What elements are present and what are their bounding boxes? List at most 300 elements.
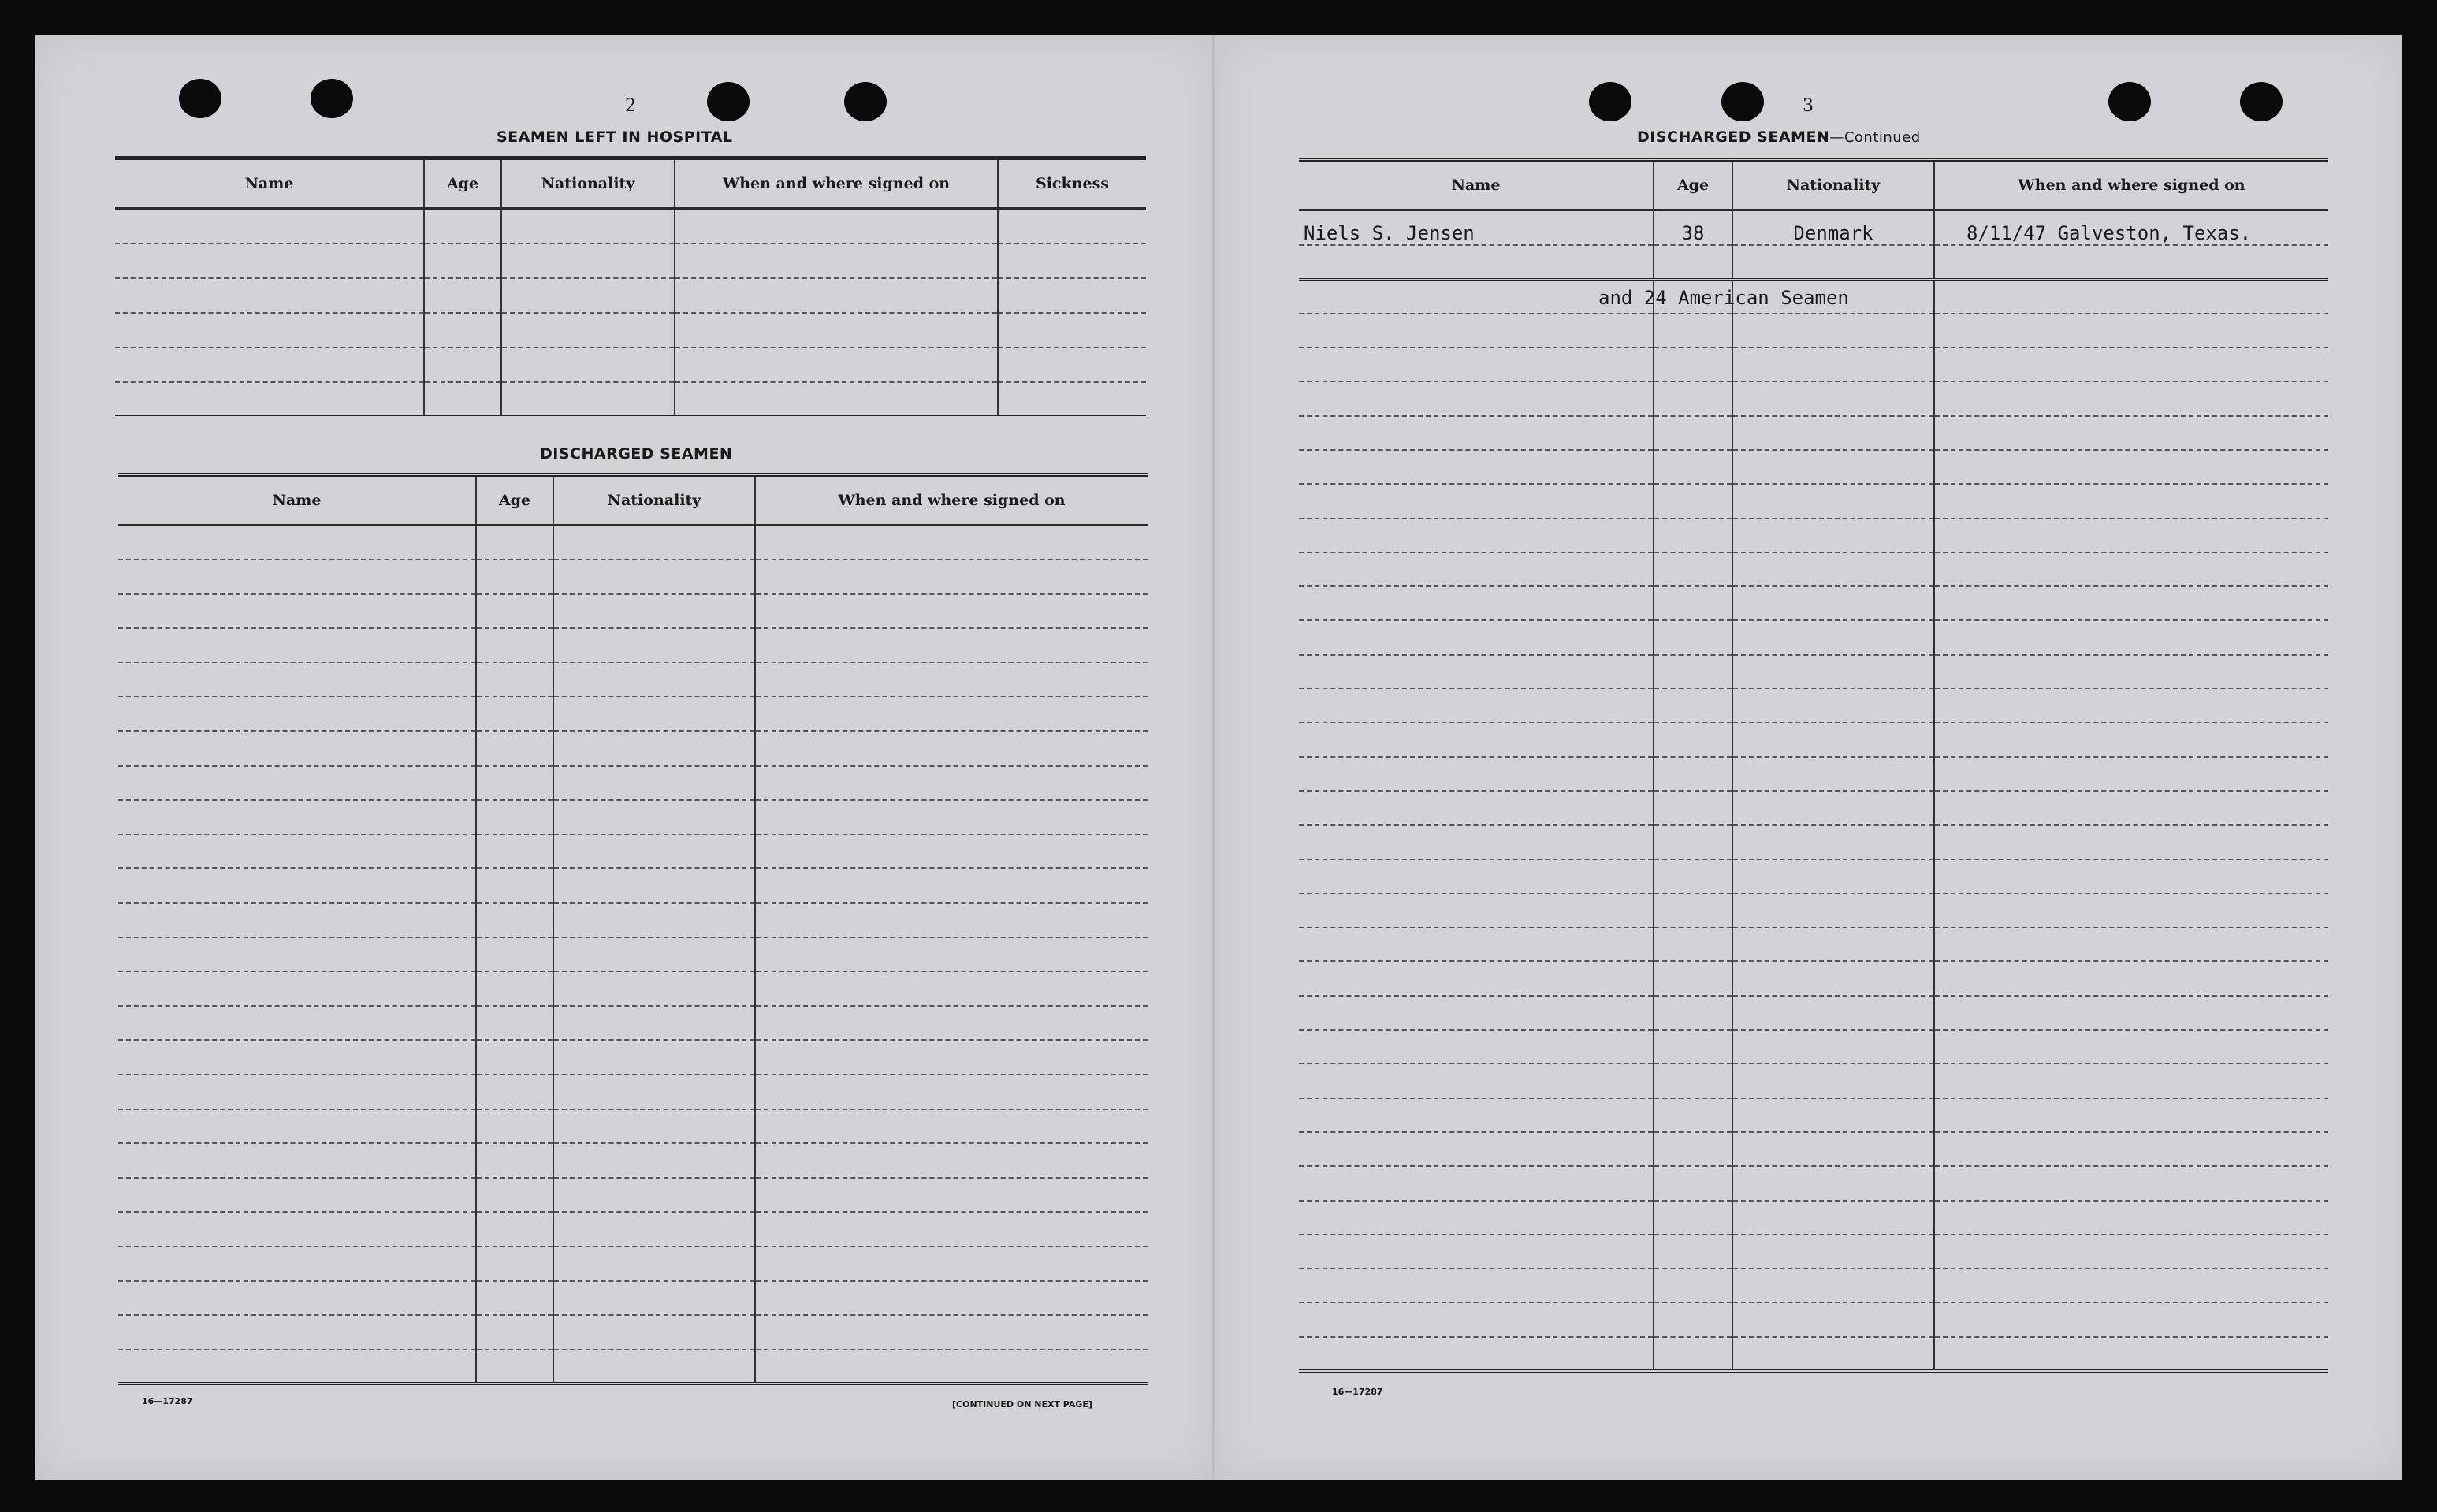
blank-cell bbox=[476, 938, 553, 972]
blank-cell bbox=[1654, 757, 1732, 791]
blank-cell bbox=[1299, 1269, 1654, 1302]
blank-row bbox=[1299, 961, 2328, 995]
blank-cell bbox=[1654, 689, 1732, 723]
blank-row bbox=[118, 1006, 1148, 1041]
blank-row bbox=[118, 766, 1148, 801]
blank-cell bbox=[675, 209, 998, 243]
blank-cell bbox=[118, 1040, 476, 1075]
blank-cell bbox=[118, 559, 476, 594]
blank-cell bbox=[1654, 1201, 1732, 1235]
blank-cell bbox=[1654, 961, 1732, 995]
blank-row bbox=[1299, 381, 2328, 415]
blank-cell bbox=[476, 1178, 553, 1213]
blank-cell bbox=[1299, 1166, 1654, 1200]
blank-cell bbox=[1654, 1030, 1732, 1064]
blank-cell bbox=[1732, 689, 1934, 723]
blank-cell bbox=[1934, 1201, 2328, 1235]
blank-cell bbox=[755, 1143, 1148, 1178]
blank-cell bbox=[1654, 1166, 1732, 1200]
seaman-age bbox=[1654, 245, 1732, 280]
blank-cell bbox=[118, 731, 476, 766]
blank-cell bbox=[118, 1315, 476, 1350]
blank-cell bbox=[755, 697, 1148, 731]
blank-cell bbox=[1654, 723, 1732, 756]
blank-cell bbox=[476, 1143, 553, 1178]
blank-cell bbox=[1654, 1337, 1732, 1371]
column-header-name: Name bbox=[1299, 160, 1654, 210]
blank-cell bbox=[553, 1040, 755, 1075]
discharged-continued-title: DISCHARGED SEAMEN—Continued bbox=[1637, 128, 1921, 146]
blank-cell bbox=[1654, 620, 1732, 654]
blank-cell bbox=[553, 766, 755, 801]
blank-cell bbox=[1654, 1098, 1732, 1132]
blank-row bbox=[118, 1109, 1148, 1144]
column-header-age: Age bbox=[424, 158, 501, 209]
blank-cell bbox=[1654, 791, 1732, 825]
blank-cell bbox=[1299, 1132, 1654, 1166]
blank-cell bbox=[553, 800, 755, 834]
blank-cell bbox=[675, 347, 998, 382]
blank-cell bbox=[118, 526, 476, 560]
blank-cell bbox=[553, 628, 755, 663]
blank-cell bbox=[998, 382, 1146, 417]
blank-cell bbox=[118, 594, 476, 629]
blank-cell bbox=[1934, 450, 2328, 484]
seaman-nationality bbox=[1732, 245, 1934, 280]
blank-cell bbox=[501, 347, 675, 382]
column-header-signed-on: When and where signed on bbox=[675, 158, 998, 209]
blank-cell bbox=[1299, 552, 1654, 586]
column-header-name: Name bbox=[118, 475, 476, 526]
blank-cell bbox=[1934, 860, 2328, 893]
blank-cell bbox=[1299, 347, 1654, 381]
blank-cell bbox=[1732, 961, 1934, 995]
blank-cell bbox=[476, 800, 553, 834]
blank-cell bbox=[1654, 893, 1732, 927]
blank-cell bbox=[1732, 825, 1934, 859]
blank-cell bbox=[424, 347, 501, 382]
blank-cell bbox=[476, 1040, 553, 1075]
blank-cell bbox=[476, 1006, 553, 1041]
blank-cell bbox=[118, 938, 476, 972]
blank-cell bbox=[1654, 314, 1732, 347]
blank-cell bbox=[675, 382, 998, 417]
blank-cell bbox=[1934, 416, 2328, 450]
blank-cell bbox=[553, 1075, 755, 1109]
blank-cell bbox=[118, 663, 476, 697]
blank-cell bbox=[118, 766, 476, 801]
punch-hole bbox=[1589, 82, 1631, 121]
blank-cell bbox=[1299, 860, 1654, 893]
blank-row bbox=[1299, 484, 2328, 518]
american-seamen-note: and 24 American Seamen bbox=[1598, 287, 1849, 309]
blank-cell bbox=[1654, 1132, 1732, 1166]
blank-cell bbox=[118, 834, 476, 869]
blank-cell bbox=[755, 903, 1148, 938]
blank-cell bbox=[118, 1350, 476, 1384]
blank-cell bbox=[476, 1212, 553, 1246]
blank-cell bbox=[118, 903, 476, 938]
blank-row bbox=[1299, 1166, 2328, 1200]
blank-cell bbox=[476, 1246, 553, 1281]
blank-cell bbox=[1732, 893, 1934, 927]
blank-cell bbox=[1934, 1132, 2328, 1166]
form-number: 16—17287 bbox=[142, 1396, 193, 1406]
blank-row bbox=[1299, 552, 2328, 586]
seaman-signed-on: 8/11/47 Galveston, Texas. bbox=[1934, 210, 2328, 245]
blank-cell bbox=[755, 1315, 1148, 1350]
blank-row bbox=[1299, 860, 2328, 893]
blank-cell bbox=[476, 663, 553, 697]
blank-cell bbox=[553, 971, 755, 1006]
blank-cell bbox=[118, 1178, 476, 1213]
blank-cell bbox=[1732, 381, 1934, 415]
blank-cell bbox=[1934, 1030, 2328, 1064]
blank-cell bbox=[118, 971, 476, 1006]
blank-cell bbox=[755, 1006, 1148, 1041]
seaman-nationality: Denmark bbox=[1732, 210, 1934, 245]
blank-cell bbox=[1934, 1337, 2328, 1371]
seaman-name: Niels S. Jensen bbox=[1299, 210, 1654, 245]
blank-row bbox=[1299, 314, 2328, 347]
blank-row bbox=[118, 868, 1148, 903]
blank-cell bbox=[1934, 347, 2328, 381]
blank-cell bbox=[675, 243, 998, 278]
seaman-age: 38 bbox=[1654, 210, 1732, 245]
blank-cell bbox=[1732, 1337, 1934, 1371]
blank-cell bbox=[1299, 893, 1654, 927]
blank-cell bbox=[755, 628, 1148, 663]
blank-cell bbox=[1654, 450, 1732, 484]
blank-cell bbox=[115, 243, 424, 278]
blank-cell bbox=[1299, 416, 1654, 450]
blank-row bbox=[1299, 1064, 2328, 1098]
blank-cell bbox=[424, 278, 501, 313]
blank-cell bbox=[1934, 620, 2328, 654]
blank-cell bbox=[1732, 586, 1934, 620]
blank-cell bbox=[1732, 416, 1934, 450]
blank-cell bbox=[1934, 1166, 2328, 1200]
blank-row bbox=[115, 209, 1146, 243]
table-row bbox=[1299, 210, 2328, 245]
blank-cell bbox=[1934, 961, 2328, 995]
blank-cell bbox=[1732, 1302, 1934, 1336]
blank-cell bbox=[553, 1109, 755, 1144]
blank-row bbox=[1299, 1132, 2328, 1166]
blank-cell bbox=[755, 731, 1148, 766]
blank-cell bbox=[1732, 1132, 1934, 1166]
blank-cell bbox=[1732, 927, 1934, 961]
blank-cell bbox=[755, 1350, 1148, 1384]
page-number: 3 bbox=[1803, 96, 1814, 116]
blank-cell bbox=[675, 278, 998, 313]
blank-cell bbox=[1934, 586, 2328, 620]
blank-cell bbox=[1299, 655, 1654, 689]
blank-cell bbox=[476, 903, 553, 938]
column-header-age: Age bbox=[476, 475, 553, 526]
blank-row bbox=[115, 382, 1146, 417]
blank-row bbox=[1299, 757, 2328, 791]
blank-cell bbox=[1732, 723, 1934, 756]
blank-cell bbox=[118, 628, 476, 663]
blank-cell bbox=[424, 209, 501, 243]
blank-cell bbox=[1299, 1030, 1654, 1064]
blank-cell bbox=[1299, 791, 1654, 825]
blank-cell bbox=[755, 663, 1148, 697]
blank-cell bbox=[1299, 518, 1654, 552]
blank-row bbox=[1299, 723, 2328, 756]
blank-cell bbox=[118, 1212, 476, 1246]
blank-cell bbox=[553, 903, 755, 938]
blank-row bbox=[1299, 689, 2328, 723]
blank-row bbox=[1299, 1030, 2328, 1064]
blank-cell bbox=[476, 1315, 553, 1350]
blank-cell bbox=[755, 1246, 1148, 1281]
blank-cell bbox=[476, 1281, 553, 1316]
blank-cell bbox=[553, 559, 755, 594]
column-header-signed-on: When and where signed on bbox=[1934, 160, 2328, 210]
blank-row bbox=[1299, 1337, 2328, 1371]
blank-cell bbox=[1299, 620, 1654, 654]
blank-cell bbox=[476, 628, 553, 663]
blank-cell bbox=[1654, 347, 1732, 381]
form-number: 16—17287 bbox=[1332, 1387, 1383, 1397]
blank-cell bbox=[1934, 825, 2328, 859]
blank-row bbox=[118, 559, 1148, 594]
blank-cell bbox=[998, 347, 1146, 382]
blank-row bbox=[1299, 927, 2328, 961]
blank-cell bbox=[476, 1350, 553, 1384]
blank-cell bbox=[1654, 655, 1732, 689]
blank-cell bbox=[755, 594, 1148, 629]
blank-row bbox=[1299, 347, 2328, 381]
blank-cell bbox=[755, 1109, 1148, 1144]
blank-row bbox=[118, 938, 1148, 972]
blank-cell bbox=[476, 766, 553, 801]
blank-cell bbox=[118, 1075, 476, 1109]
blank-cell bbox=[1299, 1098, 1654, 1132]
blank-cell bbox=[118, 1006, 476, 1041]
blank-cell bbox=[1934, 552, 2328, 586]
blank-cell bbox=[553, 1212, 755, 1246]
blank-cell bbox=[1654, 1235, 1732, 1269]
blank-cell bbox=[115, 347, 424, 382]
blank-cell bbox=[1934, 996, 2328, 1030]
blank-cell bbox=[118, 1109, 476, 1144]
blank-row bbox=[118, 1212, 1148, 1246]
blank-row bbox=[118, 903, 1148, 938]
blank-row bbox=[1299, 416, 2328, 450]
blank-cell bbox=[1732, 1235, 1934, 1269]
blank-cell bbox=[476, 834, 553, 869]
blank-cell bbox=[755, 1281, 1148, 1316]
blank-cell bbox=[553, 1006, 755, 1041]
column-header-age: Age bbox=[1654, 160, 1732, 210]
blank-row bbox=[1299, 791, 2328, 825]
blank-cell bbox=[1732, 484, 1934, 518]
continued-note: [CONTINUED ON NEXT PAGE] bbox=[952, 1399, 1092, 1410]
column-header-sickness: Sickness bbox=[998, 158, 1146, 209]
blank-cell bbox=[553, 938, 755, 972]
blank-cell bbox=[1299, 757, 1654, 791]
blank-cell bbox=[1299, 381, 1654, 415]
blank-cell bbox=[1299, 484, 1654, 518]
discharged-continued-table bbox=[1299, 158, 2328, 1373]
blank-row bbox=[118, 1315, 1148, 1350]
blank-cell bbox=[755, 868, 1148, 903]
blank-row bbox=[118, 697, 1148, 731]
blank-cell bbox=[118, 1246, 476, 1281]
blank-cell bbox=[1934, 1098, 2328, 1132]
blank-cell bbox=[1299, 1235, 1654, 1269]
punch-hole bbox=[179, 79, 221, 118]
blank-cell bbox=[1732, 1166, 1934, 1200]
blank-cell bbox=[755, 1178, 1148, 1213]
blank-cell bbox=[1934, 791, 2328, 825]
blank-cell bbox=[501, 313, 675, 347]
blank-cell bbox=[115, 313, 424, 347]
blank-cell bbox=[1732, 1269, 1934, 1302]
blank-cell bbox=[755, 559, 1148, 594]
blank-cell bbox=[118, 868, 476, 903]
blank-cell bbox=[1732, 450, 1934, 484]
blank-cell bbox=[1732, 347, 1934, 381]
blank-row bbox=[118, 1040, 1148, 1075]
blank-cell bbox=[1299, 1201, 1654, 1235]
blank-cell bbox=[553, 731, 755, 766]
blank-cell bbox=[1732, 791, 1934, 825]
punch-hole bbox=[2108, 82, 2151, 121]
blank-cell bbox=[553, 697, 755, 731]
blank-row bbox=[118, 1178, 1148, 1213]
hospital-table bbox=[115, 156, 1146, 418]
blank-row bbox=[118, 1281, 1148, 1316]
blank-cell bbox=[1934, 689, 2328, 723]
blank-cell bbox=[424, 382, 501, 417]
blank-cell bbox=[476, 559, 553, 594]
blank-cell bbox=[998, 313, 1146, 347]
blank-cell bbox=[553, 1281, 755, 1316]
blank-cell bbox=[1934, 1302, 2328, 1336]
blank-cell bbox=[1732, 1201, 1934, 1235]
blank-cell bbox=[553, 594, 755, 629]
blank-cell bbox=[1299, 450, 1654, 484]
blank-cell bbox=[476, 731, 553, 766]
discharged-section-title: DISCHARGED SEAMEN bbox=[540, 445, 733, 463]
blank-cell bbox=[476, 594, 553, 629]
blank-cell bbox=[1934, 1235, 2328, 1269]
blank-cell bbox=[1654, 552, 1732, 586]
blank-cell bbox=[476, 526, 553, 560]
blank-cell bbox=[1934, 314, 2328, 347]
blank-cell bbox=[553, 1315, 755, 1350]
page-fold bbox=[1212, 35, 1215, 1480]
blank-cell bbox=[1934, 655, 2328, 689]
blank-cell bbox=[1654, 484, 1732, 518]
blank-cell bbox=[553, 1246, 755, 1281]
blank-cell bbox=[1934, 518, 2328, 552]
blank-row bbox=[118, 663, 1148, 697]
blank-cell bbox=[553, 1143, 755, 1178]
blank-cell bbox=[755, 1212, 1148, 1246]
blank-row bbox=[118, 800, 1148, 834]
seaman-signed-on bbox=[1934, 245, 2328, 280]
blank-cell bbox=[755, 834, 1148, 869]
blank-cell bbox=[755, 1040, 1148, 1075]
blank-cell bbox=[755, 1075, 1148, 1109]
blank-cell bbox=[1299, 1302, 1654, 1336]
blank-cell bbox=[1299, 996, 1654, 1030]
blank-cell bbox=[1299, 723, 1654, 756]
seaman-name bbox=[1299, 245, 1654, 280]
blank-row bbox=[118, 526, 1148, 560]
blank-cell bbox=[1654, 1302, 1732, 1336]
hospital-section-title: SEAMEN LEFT IN HOSPITAL bbox=[497, 128, 733, 146]
blank-row bbox=[118, 834, 1148, 869]
blank-cell bbox=[553, 868, 755, 903]
blank-cell bbox=[118, 800, 476, 834]
blank-cell bbox=[755, 526, 1148, 560]
blank-cell bbox=[476, 1109, 553, 1144]
punch-hole bbox=[311, 79, 353, 118]
blank-cell bbox=[424, 313, 501, 347]
column-header-nationality: Nationality bbox=[553, 475, 755, 526]
blank-row bbox=[1299, 450, 2328, 484]
blank-row bbox=[1299, 893, 2328, 927]
blank-cell bbox=[1934, 723, 2328, 756]
blank-cell bbox=[1934, 927, 2328, 961]
punch-hole bbox=[2240, 82, 2283, 121]
blank-cell bbox=[1732, 1030, 1934, 1064]
blank-cell bbox=[1299, 1337, 1654, 1371]
blank-cell bbox=[1654, 586, 1732, 620]
blank-cell bbox=[1299, 825, 1654, 859]
blank-cell bbox=[476, 868, 553, 903]
blank-cell bbox=[1732, 1098, 1934, 1132]
blank-cell bbox=[1654, 825, 1732, 859]
blank-row bbox=[1299, 620, 2328, 654]
blank-cell bbox=[1654, 518, 1732, 552]
blank-row bbox=[118, 594, 1148, 629]
blank-row bbox=[1299, 655, 2328, 689]
blank-cell bbox=[1732, 655, 1934, 689]
blank-cell bbox=[1732, 996, 1934, 1030]
blank-cell bbox=[755, 938, 1148, 972]
blank-row bbox=[1299, 1235, 2328, 1269]
blank-row bbox=[115, 243, 1146, 278]
blank-row bbox=[118, 731, 1148, 766]
blank-cell bbox=[1732, 620, 1934, 654]
blank-row bbox=[1299, 1269, 2328, 1302]
blank-cell bbox=[1299, 586, 1654, 620]
blank-cell bbox=[501, 243, 675, 278]
table-row bbox=[1299, 245, 2328, 280]
blank-cell bbox=[1299, 689, 1654, 723]
blank-cell bbox=[1732, 757, 1934, 791]
blank-row bbox=[1299, 1302, 2328, 1336]
blank-cell bbox=[755, 800, 1148, 834]
blank-row bbox=[115, 313, 1146, 347]
blank-cell bbox=[1934, 280, 2328, 314]
blank-cell bbox=[501, 209, 675, 243]
discharged-table bbox=[118, 473, 1148, 1385]
blank-cell bbox=[424, 243, 501, 278]
blank-cell bbox=[1934, 757, 2328, 791]
blank-cell bbox=[476, 1075, 553, 1109]
blank-cell bbox=[1934, 484, 2328, 518]
blank-cell bbox=[476, 971, 553, 1006]
blank-cell bbox=[553, 1178, 755, 1213]
